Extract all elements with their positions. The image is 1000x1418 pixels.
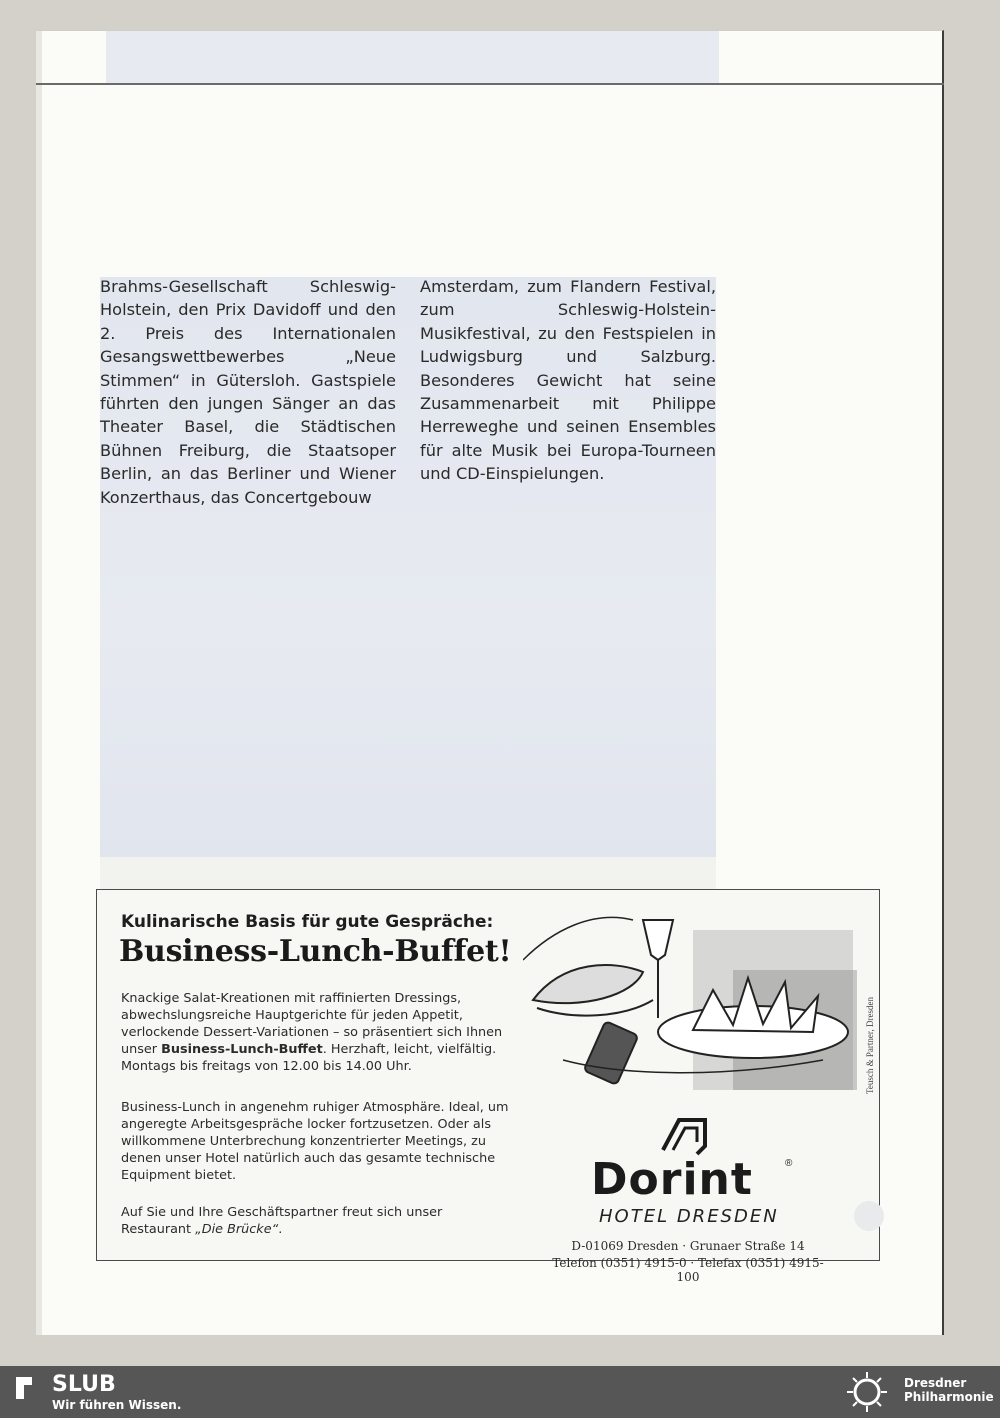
article-column-right: Amsterdam, zum Flandern Festival, zum Schleswig-Holstein-Musikfestival, zu den Festspielen in Ludwigsburg und Salzburg. Besonderes Gewicht hat seine Zusammenarbeit mit Philippe Herreweghe und seinen Ensembles für alte Musik bei Europa-Tourneen und CD-Einspielungen. xyxy=(420,277,716,484)
page-spine xyxy=(36,31,42,1335)
registered-mark: ® xyxy=(785,1158,793,1169)
ad-paragraph-2: Business-Lunch in angenehm ruhiger Atmosphäre. Ideal, um angeregte Arbeitsgespräche locker fortzusetzen. Oder als willkommene Unterbrechung konzentrierter Meetings, zu denen unser Hotel natürlich auch das gesamte technische Equipment bietet. xyxy=(121,1100,509,1183)
hotel-address: D-01069 Dresden · Grunaer Straße 14 xyxy=(571,1239,805,1253)
illustration-credit: Teusch & Partner, Dresden xyxy=(865,997,875,1094)
article-column-left: Brahms-Gesellschaft Schleswig-Holstein, den Prix Davidoff und den 2. Preis des Internationalen Gesangswettbewerbes „Neue Stimmen“ in Gütersloh. Gastspiele führten den jungen Sänger an das Theater Basel, die Städtischen Bühnen Freiburg, die Staatsoper Berlin, an das Berliner und Wiener Konzerthaus, das Concertgebouw xyxy=(100,277,396,507)
footer-bar xyxy=(0,1366,1000,1418)
partner-name-line-1: Dresdner xyxy=(904,1376,967,1390)
hotel-advertisement xyxy=(96,889,880,1284)
ad-paragraph-1: Knackige Salat-Kreationen mit raffinierten Dressings, abwechslungsreiche Hauptgerichte für jeden Appetit, verlockende Dessert-Variationen – so präsentiert sich Ihnen unser Business-Lunch-Buffet. Herzhaft, leicht, vielfältig. Montags bis freitags von 12.00 bis 14.00 Uhr. xyxy=(121,991,503,1074)
top-image-band xyxy=(106,31,719,83)
slub-logo-icon xyxy=(14,1375,38,1401)
buffet-illustration xyxy=(523,900,857,1090)
library-tagline: Wir führen Wissen. xyxy=(52,1398,182,1412)
ad-paragraph-3: Auf Sie und Ihre Geschäftspartner freut sich unser Restaurant „Die Brücke“. xyxy=(121,1205,443,1237)
philharmonie-sun-icon xyxy=(842,1370,892,1414)
dorint-brand-subtitle: HOTEL DRESDEN xyxy=(599,1206,779,1227)
page-number-marker xyxy=(854,1201,884,1231)
library-name: SLUB xyxy=(52,1372,116,1397)
hotel-phone-fax: Telefon (0351) 4915-0 · Telefax (0351) 4915-100 xyxy=(552,1256,824,1284)
ad-headline: Business-Lunch-Buffet! xyxy=(119,934,512,969)
ad-subheading: Kulinarische Basis für gute Gespräche: xyxy=(121,912,494,932)
dorint-brand-name: Dorint xyxy=(591,1154,753,1205)
dorint-logo-icon xyxy=(657,1116,713,1158)
partner-name xyxy=(904,1376,996,1404)
top-divider xyxy=(36,83,944,85)
partner-name-line-2: Philharmonie xyxy=(904,1390,994,1404)
scanned-page xyxy=(36,30,944,1335)
